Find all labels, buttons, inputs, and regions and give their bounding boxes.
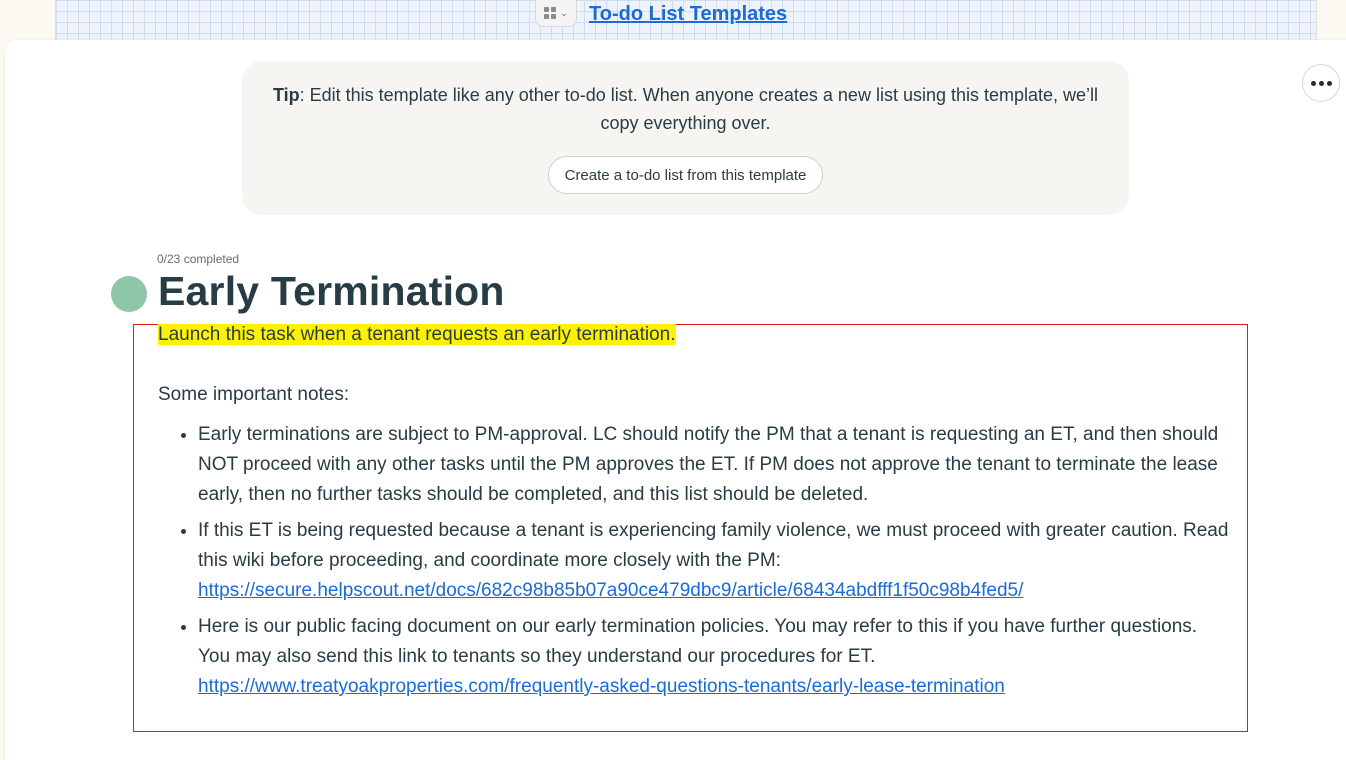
list-description: [158, 320, 1233, 708]
list-item: [198, 420, 1233, 510]
tip-label: Tip: [272, 85, 300, 105]
note-text: If this ET is being requested because a tenant is experiencing family violence, we must proceed with greater caution. Read this wiki before proceeding, and coordinate more closely with the PM:: [198, 520, 1229, 571]
more-dots-icon: [1311, 81, 1316, 86]
list-title[interactable]: Early Termination: [158, 268, 505, 314]
helpscout-wiki-link[interactable]: https://secure.helpscout.net/docs/682c98b85b07a90ce479dbc9/article/68434abdfff1f50c98b4fed5/: [198, 580, 1024, 601]
create-todo-list-button[interactable]: Create a to-do list from this template: [548, 156, 824, 194]
template-tip-box: [242, 61, 1129, 215]
list-item: [198, 612, 1233, 702]
chevron-down-icon: ⌄: [560, 7, 568, 18]
project-title-link[interactable]: To-do List Templates: [589, 3, 788, 25]
early-termination-policy-link[interactable]: https://www.treatyoakproperties.com/frequently-asked-questions-tenants/early-lease-termination: [198, 676, 1005, 697]
grid-icon: [544, 7, 556, 19]
tip-text: [266, 81, 1106, 137]
more-options-button[interactable]: [1302, 64, 1340, 102]
list-item: [198, 516, 1233, 606]
list-color-dot[interactable]: [111, 276, 147, 312]
notes-heading: Some important notes:: [158, 384, 350, 405]
note-text: Here is our public facing document on our early termination policies. You may refer to this if you have further questions. You may also send this link to tenants so they understand our procedures for ET.: [198, 616, 1198, 667]
completion-progress: 0/23 completed: [157, 252, 240, 266]
project-switcher-button[interactable]: [535, 0, 577, 27]
notes-list: [158, 420, 1233, 702]
tip-body: : Edit this template like any other to-do list. When anyone creates a new list using this template, we’ll copy everything over.: [299, 85, 1099, 133]
note-text: Early terminations are subject to PM-approval. LC should notify the PM that a tenant is requesting an ET, and then should NOT proceed with any other tasks until the PM approves the ET. If PM does not approve the tenant to terminate the lease early, then no further tasks should be completed, and this list should be deleted.: [198, 424, 1219, 505]
intro-highlight: Launch this task when a tenant requests an early termination.: [158, 324, 676, 345]
